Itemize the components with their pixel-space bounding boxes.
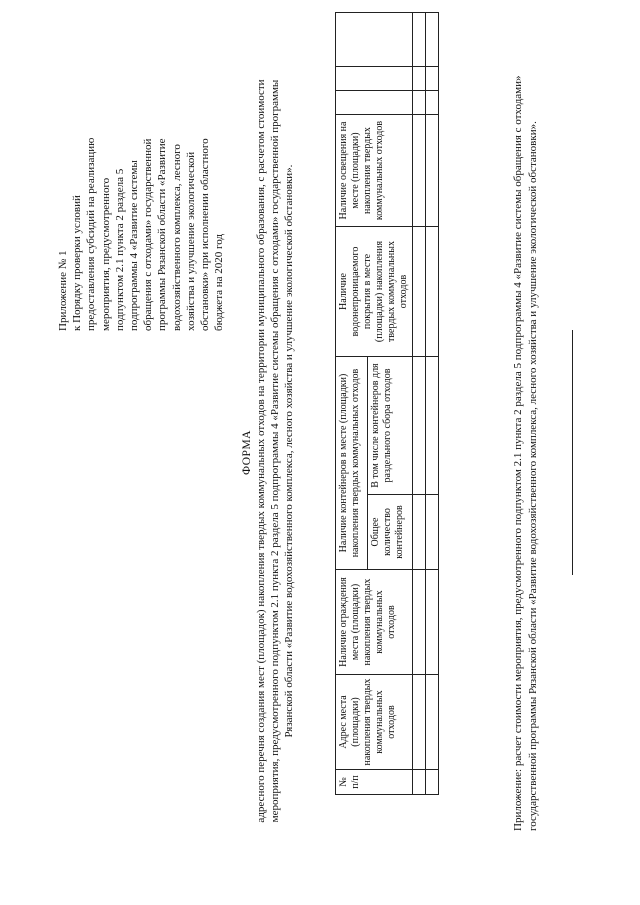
table-cell	[413, 770, 426, 795]
table-cell	[426, 675, 439, 770]
form-title: ФОРМА	[241, 430, 253, 475]
form-subtitle: адресного перечня создания мест (площадок) накопления твердых коммунальных отходов на территории муниципального образования, с расчетом стоимости мероприятия, предусмотренного подпунктом 2.1 пункта 2 раздела 5 подпрограммы 4 «Развитие системы обращения с отходами» государственной программы Рязанской области «Развитие водохозяйственного комплекса, лесного хозяйства и улучшение экологической обстановки».	[255, 79, 296, 823]
table-cell	[426, 770, 439, 795]
appendix-line: подпунктом 2.1 пункта 2 раздела 5	[113, 168, 126, 331]
appendix-line: водохозяйственного комплекса, лесного	[170, 144, 183, 331]
header-blank	[336, 13, 413, 67]
header-address: Адрес места (площадки) накопления твердых коммунальных отходов	[336, 675, 413, 770]
header-containers: Наличие контейнеров в месте (площадки) накопления твердых коммунальных отходов	[336, 357, 368, 570]
table-cell	[413, 13, 426, 67]
appendix-line: обстановки» при исполнении областного	[199, 138, 212, 331]
table-cell	[426, 91, 439, 115]
divider-line	[572, 330, 573, 575]
header-coating: Наличие водонепроницаемого покрытия в месте (площадки) накопления твердых коммунальных отходов	[336, 227, 413, 357]
table-cell	[413, 67, 426, 91]
table-row	[413, 13, 426, 795]
appendix-line: подпрограммы 4 «Развитие системы	[128, 160, 141, 331]
appendix-line: хозяйства и улучшение экологической	[184, 151, 197, 331]
appendix-line: обращения с отходами» государственной	[142, 138, 155, 331]
table-header-row	[336, 13, 368, 795]
appendix-line: к Порядку проверки условий	[71, 195, 84, 331]
header-fence: Наличие ограждения места (площадки) накопления твердых коммунальных отходов	[336, 570, 413, 675]
header-lighting: Наличие освещения на месте (площадки) накопления твердых коммунальных отходов	[336, 115, 413, 227]
table-cell	[426, 13, 439, 67]
table-cell	[426, 67, 439, 91]
appendix-line: бюджета на 2020 год	[213, 233, 226, 331]
address-list-table	[335, 12, 439, 795]
table-cell	[413, 91, 426, 115]
appendix-note: Приложение: расчет стоимости мероприятия, предусмотренного подпунктом 2.1 пункта 2 раздела 5 подпрограммы 4 «Развитие системы обращения с отходами» государственной программы Рязанской области «Развитие водохозяйственного комплекса, лесного хозяйства и улучшение экологической обстановки».	[512, 75, 539, 831]
table-cell	[426, 570, 439, 675]
appendix-block	[56, 63, 226, 331]
header-blank	[336, 91, 413, 115]
appendix-line: программы Рязанской области «Развитие	[156, 138, 169, 331]
table-cell	[413, 115, 426, 227]
table-cell	[426, 227, 439, 357]
table-cell	[413, 675, 426, 770]
header-total-containers: Общее количество контейнеров	[367, 495, 412, 570]
table-cell	[413, 227, 426, 357]
header-separate-containers: В том числе контейнеров для раздельного сбора отходов	[367, 357, 412, 495]
table-cell	[413, 495, 426, 570]
table-cell	[426, 495, 439, 570]
header-blank	[336, 67, 413, 91]
table-cell	[413, 357, 426, 495]
appendix-line: мероприятия, предусмотренного	[99, 177, 112, 331]
table-row	[426, 13, 439, 795]
appendix-line: предоставления субсидий на реализацию	[85, 137, 98, 331]
header-number: № п/п	[336, 770, 413, 795]
table-cell	[426, 115, 439, 227]
table-cell	[426, 357, 439, 495]
appendix-line: Приложение № 1	[57, 250, 69, 331]
table-cell	[413, 570, 426, 675]
